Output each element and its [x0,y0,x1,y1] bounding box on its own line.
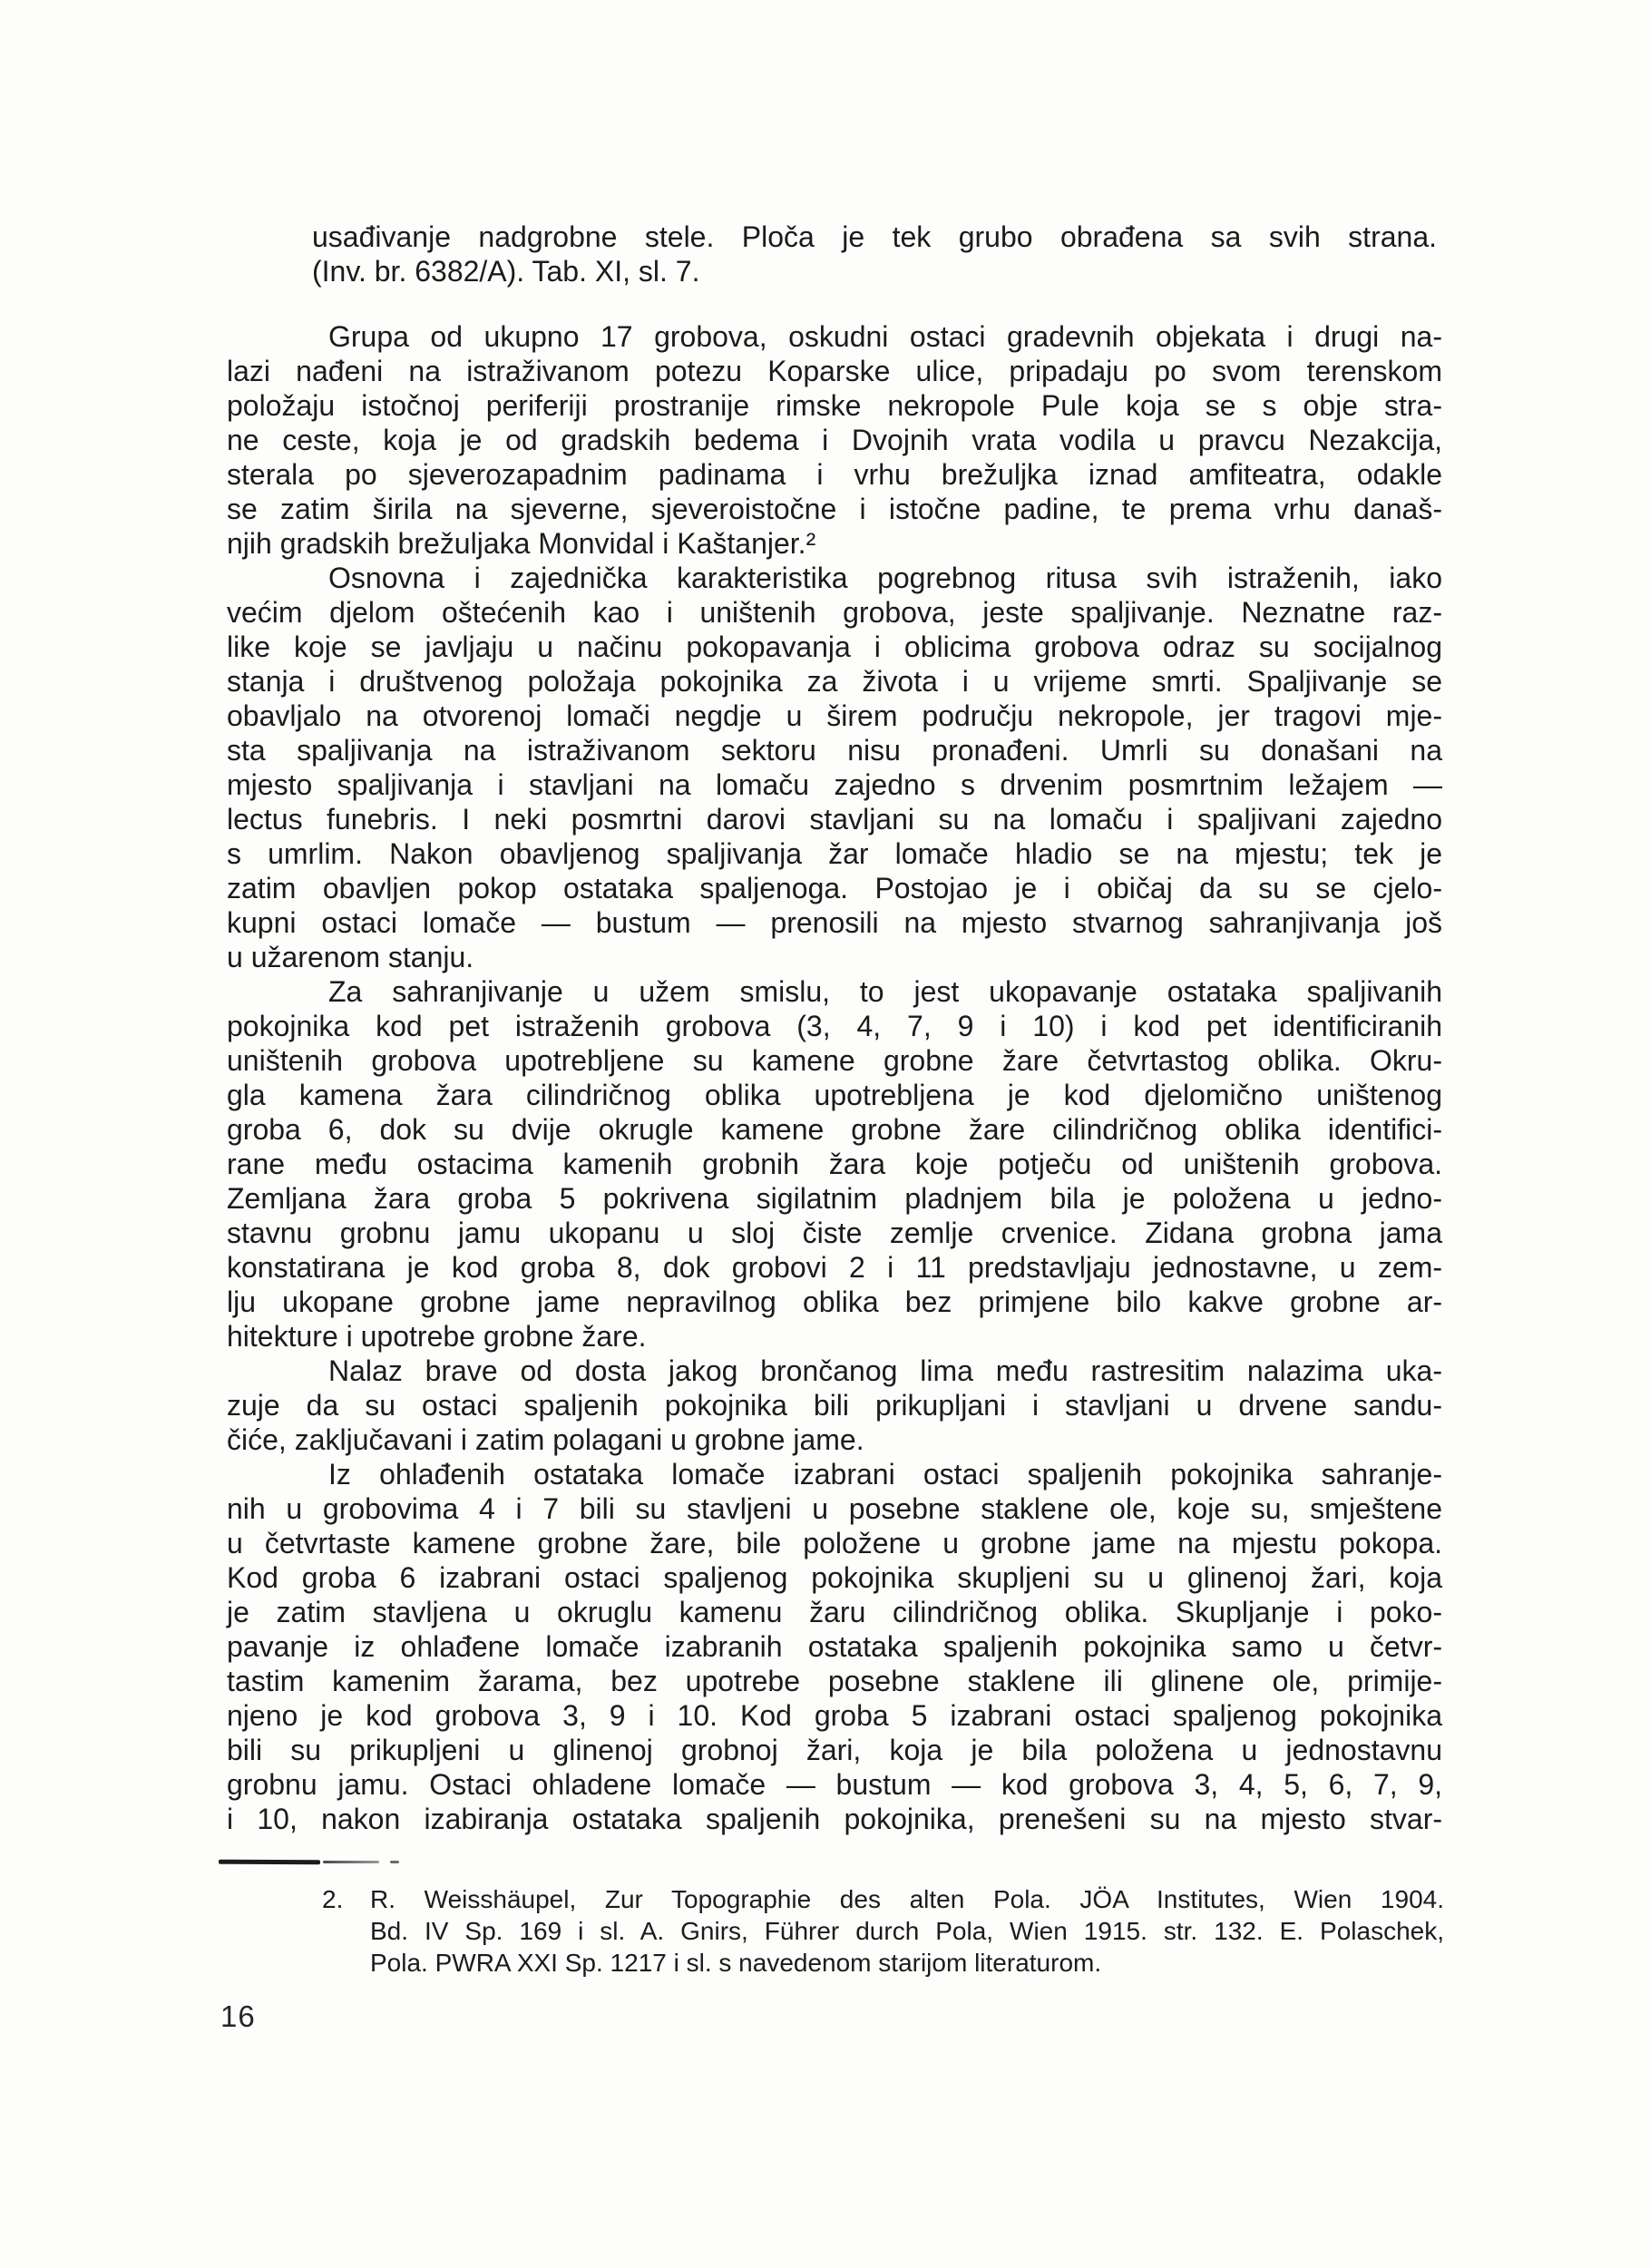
text-line: (Inv. br. 6382/A). Tab. XI, sl. 7. [312,255,700,288]
text-line: konstatirana je kod groba 8, dok grobovi 2 i 11 predstavljaju jednostavne, u zem- [227,1251,1442,1284]
text-line: kupni ostaci lomače — bustum — prenosili na mjesto stvarnog sahranjivanja još [227,906,1442,939]
text-line: stavnu grobnu jamu ukopanu u sloj čiste zemlje crvenice. Zidana grobna jama [227,1217,1442,1249]
text-line: bili su prikupljeni u glinenoj grobnoj žari, koja je bila položena u jednostavnu [227,1734,1442,1766]
text-line: groba 6, dok su dvije okrugle kamene grobne žare cilindričnog oblika identifici- [227,1113,1442,1146]
body-text [227,319,1442,1836]
text-line: pavanje iz ohlađene lomače izabranih ostataka spaljenih pokojnika samo u četvr- [227,1630,1442,1663]
catalog-entry-continuation [312,220,1437,288]
text-line: like koje se javljaju u načinu pokopavanja i oblicima grobova odraz su socijalnog [227,631,1442,663]
text-line: ne ceste, koja je od gradskih bedema i Dvojnih vrata vodila u pravcu Nezakcija, [227,424,1442,456]
text-line: hitekture i upotrebe grobne žare. [227,1320,647,1353]
text-line: usađivanje nadgrobne stele. Ploča je tek grubo obrađena sa svih strana. [312,220,1437,253]
text-line: R. Weisshäupel, Zur Topographie des alten Pola. JÖA Institutes, Wien 1904. [370,1885,1444,1913]
footnote [322,1883,1444,1979]
text-line: Pola. PWRA XXI Sp. 1217 i sl. s navedenom starijom literaturom. [370,1949,1102,1977]
text-line: Iz ohlađenih ostataka lomače izabrani ostaci spaljenih pokojnika sahranje- [328,1458,1442,1491]
text-line: Osnovna i zajednička karakteristika pogrebnog ritusa svih istraženih, iako [328,562,1442,594]
text-line: Nalaz brave od dosta jakog brončanog lima među rastresitim nalazima uka- [328,1354,1442,1387]
text-line: zuje da su ostaci spaljenih pokojnika bili prikupljani i stavljani u drvene sandu- [227,1389,1442,1422]
text-line: Kod groba 6 izabrani ostaci spaljenog pokojnika skupljeni su u glinenoj žari, koja [227,1561,1442,1594]
text-line: Grupa od ukupno 17 grobova, oskudni ostaci gradevnih objekata i drugi na- [328,320,1442,353]
paragraph [227,1457,1442,1836]
text-line: pokojnika kod pet istraženih grobova (3, 4, 7, 9 i 10) i kod pet identificiranih [227,1010,1442,1042]
text-line: većim djelom oštećenih kao i uništenih grobova, jeste spaljivanje. Neznatne raz- [227,596,1442,629]
text-line: u užarenom stanju. [227,941,474,973]
text-line: sta spaljivanja na istraživanom sektoru nisu pronađeni. Umrli su donašani na [227,734,1442,767]
text-line: sterala po sjeverozapadnim padinama i vrhu brežuljka iznad amfiteatra, odakle [227,458,1442,491]
text-line: rane među ostacima kamenih grobnih žara koje potječu od uništenih grobova. [227,1148,1442,1180]
text-line: stanja i društvenog položaja pokojnika za života i u vrijeme smrti. Spaljivanje se [227,665,1442,698]
text-line: njih gradskih brežuljaka Monvidal i Kaštanjer.² [227,527,816,560]
text-line: zatim obavljen pokop ostataka spaljenoga. Postojao je i običaj da su se cjelo- [227,872,1442,904]
text-line: je zatim stavljena u okruglu kamenu žaru cilindričnog oblika. Skupljanje i poko- [227,1596,1442,1628]
paragraph [227,974,1442,1354]
text-line: tastim kamenim žarama, bez upotrebe posebne staklene ili glinene ole, primije- [227,1665,1442,1697]
footnote-separator-segment [390,1861,399,1863]
footnote-separator-segment [219,1860,320,1865]
text-line: položaju istočnoj periferiji prostranije rimske nekropole Pule koja se s obje stra- [227,389,1442,422]
text-line: lectus funebris. I neki posmrtni darovi stavljani su na lomaču i spaljivani zajedno [227,803,1442,836]
text-line: lju ukopane grobne jame nepravilnog oblika bez primjene bilo kakve grobne ar- [227,1286,1442,1318]
text-line: Bd. IV Sp. 169 i sl. A. Gnirs, Führer durch Pola, Wien 1915. str. 132. E. Polaschek, [370,1917,1444,1945]
text-line: Za sahranjivanje u užem smislu, to jest ukopavanje ostataka spaljivanih [328,975,1442,1008]
footnote-number: 2. [322,1885,344,1913]
text-line: se zatim širila na sjeverne, sjeveroistočne i istočne padine, te prema vrhu današ- [227,493,1442,525]
text-line: nih u grobovima 4 i 7 bili su stavljeni u posebne staklene ole, koje su, smještene [227,1492,1442,1525]
footnote-text [370,1883,1444,1979]
paragraph [227,319,1442,561]
text-line: Zemljana žara groba 5 pokrivena sigilatnim pladnjem bila je položena u jedno- [227,1182,1442,1215]
text-line: lazi nađeni na istraživanom potezu Koparske ulice, pripadaju po svom terenskom [227,355,1442,387]
text-line: uništenih grobova upotrebljene su kamene grobne žare četvrtastog oblika. Okru- [227,1044,1442,1077]
paragraph [227,1354,1442,1457]
page-number: 16 [220,1999,256,2033]
text-line: njeno je kod grobova 3, 9 i 10. Kod groba 5 izabrani ostaci spaljenog pokojnika [227,1699,1442,1732]
text-line: čiće, zaključavani i zatim polagani u grobne jame. [227,1423,864,1456]
footnote-separator-segment [323,1861,379,1863]
text-line: s umrlim. Nakon obavljenog spaljivanja žar lomače hladio se na mjestu; tek je [227,837,1442,870]
text-line: mjesto spaljivanja i stavljani na lomaču zajedno s drvenim posmrtnim ležajem — [227,768,1442,801]
text-line: grobnu jamu. Ostaci ohladene lomače — bustum — kod grobova 3, 4, 5, 6, 7, 9, [227,1768,1442,1801]
text-line: i 10, nakon izabiranja ostataka spaljenih pokojnika, prenešeni su na mjesto stvar- [227,1803,1442,1835]
text-line: u četvrtaste kamene grobne žare, bile položene u grobne jame na mjestu pokopa. [227,1527,1442,1559]
text-line: obavljalo na otvorenoj lomači negdje u širem području nekropole, jer tragovi mje- [227,699,1442,732]
paragraph [227,561,1442,974]
text-line: gla kamena žara cilindričnog oblika upotrebljena je kod djelomično uništenog [227,1079,1442,1111]
